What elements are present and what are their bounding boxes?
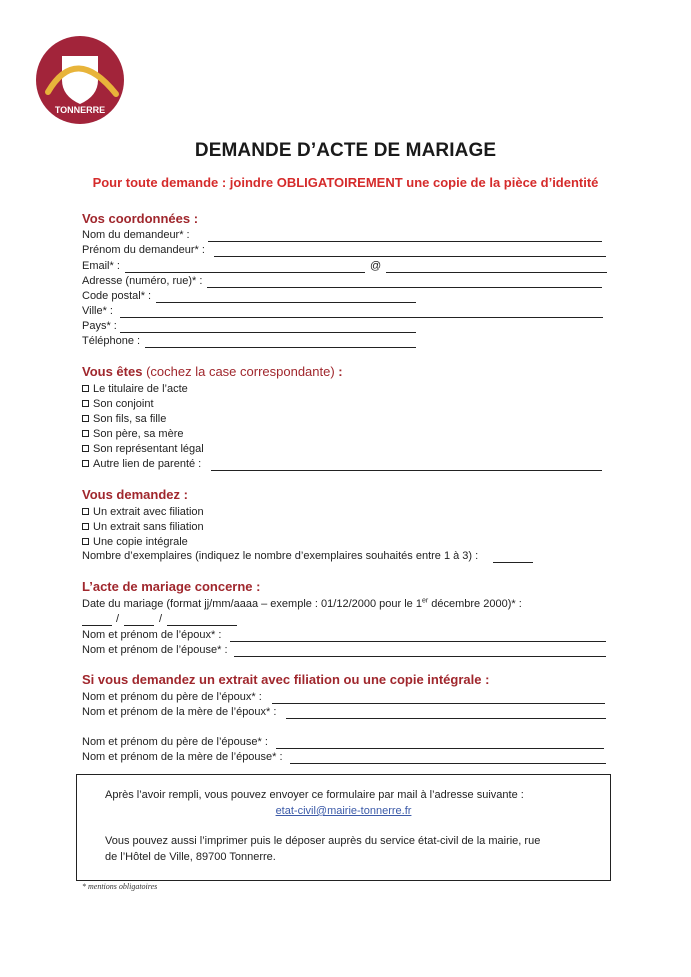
- option-pere-mere[interactable]: [82, 427, 184, 441]
- option-fils-fille[interactable]: [82, 412, 166, 426]
- identity-warning: Pour toute demande : joindre OBLIGATOIREMENT une copie de la pièce d’identité: [92, 175, 599, 190]
- telephone-label: Téléphone :: [82, 335, 141, 347]
- checkbox[interactable]: [82, 508, 89, 515]
- pays-label: Pays* :: [82, 320, 117, 332]
- option-copie-integrale[interactable]: [82, 535, 188, 549]
- option-conjoint[interactable]: [82, 397, 154, 411]
- checkbox[interactable]: [82, 445, 89, 452]
- date-month-field[interactable]: [124, 614, 154, 626]
- epouse-label: Nom et prénom de l’épouse* :: [82, 644, 228, 656]
- tonnerre-logo: [36, 36, 124, 124]
- section-vous-etes-heading: [82, 364, 343, 379]
- pere-epouse-field[interactable]: [276, 737, 604, 749]
- code-postal-field[interactable]: [156, 291, 416, 303]
- option-label: Le titulaire de l’acte: [93, 383, 188, 395]
- info-line-email-instruction: Après l’avoir rempli, vous pouvez envoyer ce formulaire par mail à l’adresse suivante :: [105, 789, 524, 801]
- exemplaires-label: Nombre d’exemplaires (indiquez le nombre d’exemplaires souhaités entre 1 à 3) :: [82, 550, 479, 562]
- section-vous-demandez-heading: Vous demandez :: [82, 487, 188, 502]
- page-title: DEMANDE D’ACTE DE MARIAGE: [194, 140, 497, 161]
- email-label: Email* :: [82, 260, 120, 272]
- autre-lien-field[interactable]: [211, 459, 602, 471]
- checkbox[interactable]: [82, 460, 89, 467]
- option-extrait-sans-filiation[interactable]: [82, 520, 204, 534]
- vous-etes-title: Vous êtes: [82, 364, 143, 379]
- option-label: Autre lien de parenté :: [93, 458, 202, 470]
- checkbox[interactable]: [82, 538, 89, 545]
- pere-epoux-field[interactable]: [272, 692, 605, 704]
- epoux-label: Nom et prénom de l’époux* :: [82, 629, 222, 641]
- mere-epoux-field[interactable]: [286, 707, 606, 719]
- option-label: Son conjoint: [93, 398, 154, 410]
- nom-field[interactable]: [208, 230, 602, 242]
- mere-epoux-label: Nom et prénom de la mère de l’époux* :: [82, 706, 277, 718]
- submission-info-box: [76, 774, 611, 881]
- info-line-print-instruction: Vous pouvez aussi l’imprimer puis le déposer auprès du service état-civil de la mairie, rue: [105, 835, 541, 847]
- exemplaires-field[interactable]: [493, 551, 533, 563]
- mandatory-footnote: * mentions obligatoires: [82, 882, 158, 891]
- mere-epouse-label: Nom et prénom de la mère de l’épouse* :: [82, 751, 283, 763]
- prenom-label: Prénom du demandeur* :: [82, 244, 205, 256]
- option-label: Son représentant légal: [93, 443, 204, 455]
- date-superscript: er: [421, 597, 429, 605]
- adresse-label: Adresse (numéro, rue)* :: [82, 275, 203, 287]
- code-postal-label: Code postal* :: [82, 290, 152, 302]
- prenom-field[interactable]: [214, 245, 606, 257]
- option-label: Un extrait avec filiation: [93, 506, 204, 518]
- mere-epouse-field[interactable]: [290, 752, 606, 764]
- date-day-field[interactable]: [82, 614, 112, 626]
- email-domain-field[interactable]: [386, 261, 607, 273]
- pere-epouse-label: Nom et prénom du père de l’épouse* :: [82, 736, 268, 748]
- vous-etes-note: (cochez la case correspondante): [146, 364, 335, 379]
- date-mariage-label: [82, 597, 522, 611]
- date-slash: /: [116, 613, 120, 625]
- vous-etes-colon: :: [334, 364, 343, 379]
- ville-field[interactable]: [120, 306, 603, 318]
- email-user-field[interactable]: [125, 261, 365, 273]
- ville-label: Ville* :: [82, 305, 113, 317]
- date-slash: /: [159, 613, 163, 625]
- pays-field[interactable]: [120, 321, 416, 333]
- epouse-field[interactable]: [234, 645, 606, 657]
- option-extrait-avec-filiation[interactable]: [82, 505, 204, 519]
- checkbox[interactable]: [82, 400, 89, 407]
- section-acte-heading: L’acte de mariage concerne :: [82, 579, 261, 594]
- option-label: Une copie intégrale: [93, 536, 188, 548]
- checkbox[interactable]: [82, 385, 89, 392]
- telephone-field[interactable]: [145, 336, 416, 348]
- svg-text:TONNERRE: TONNERRE: [54, 105, 106, 115]
- option-autre-lien[interactable]: [82, 457, 201, 471]
- option-label: Son père, sa mère: [93, 428, 184, 440]
- email-at-sign: @: [370, 260, 382, 272]
- date-suffix: décembre 2000)* :: [428, 598, 522, 610]
- section-filiation-heading: Si vous demandez un extrait avec filiation ou une copie intégrale :: [82, 672, 490, 687]
- checkbox[interactable]: [82, 415, 89, 422]
- date-prefix: Date du mariage (format jj/mm/aaaa – exemple : 01/12/2000 pour le 1: [82, 598, 422, 610]
- option-label: Son fils, sa fille: [93, 413, 167, 425]
- section-coordonnees-heading: Vos coordonnées :: [82, 211, 199, 226]
- checkbox[interactable]: [82, 430, 89, 437]
- checkbox[interactable]: [82, 523, 89, 530]
- option-titulaire[interactable]: [82, 382, 188, 396]
- nom-label: Nom du demandeur* :: [82, 229, 190, 241]
- adresse-field[interactable]: [207, 276, 602, 288]
- info-line-address: de l’Hôtel de Ville, 89700 Tonnerre.: [105, 851, 276, 863]
- contact-email-link[interactable]: etat-civil@mairie-tonnerre.fr: [275, 805, 412, 817]
- option-label: Un extrait sans filiation: [93, 521, 204, 533]
- epoux-field[interactable]: [230, 630, 606, 642]
- option-representant[interactable]: [82, 442, 204, 456]
- date-year-field[interactable]: [167, 614, 237, 626]
- pere-epoux-label: Nom et prénom du père de l’époux* :: [82, 691, 262, 703]
